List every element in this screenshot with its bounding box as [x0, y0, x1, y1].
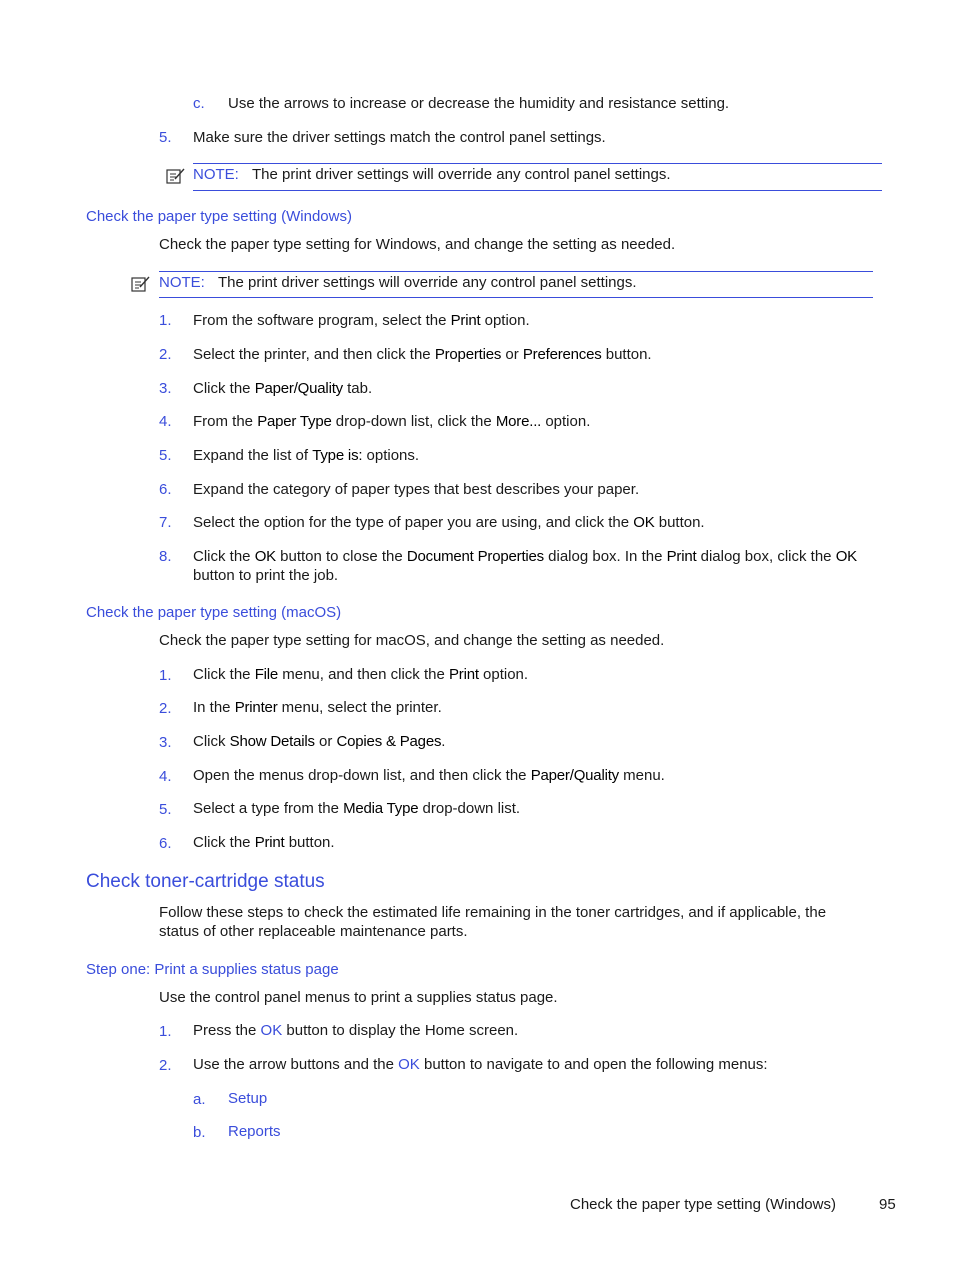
- step-text: Select the option for the type of paper you are using, and click the OK button.: [193, 514, 705, 531]
- step-text: Click the Print button.: [193, 834, 335, 851]
- ok-link[interactable]: OK: [398, 1056, 420, 1073]
- step-marker: 5.: [159, 801, 172, 818]
- step-text: Expand the category of paper types that best describes your paper.: [193, 481, 640, 498]
- step-text: Select a type from the Media Type drop-down list.: [193, 800, 521, 817]
- section-heading-toner: Check toner-cartridge status: [86, 871, 325, 892]
- section-intro: Check the paper type setting for Windows, and change the setting as needed.: [159, 236, 676, 253]
- step-text: In the Printer menu, select the printer.: [193, 699, 442, 716]
- step-text: Select the printer, and then click the Properties or Preferences button.: [193, 346, 652, 363]
- step-marker: 3.: [159, 734, 172, 751]
- note-rule-bottom: [159, 297, 873, 298]
- footer-section-title: Check the paper type setting (Windows): [570, 1196, 836, 1213]
- note-rule-top: [193, 163, 882, 164]
- step-text: Use the arrow buttons and the OK button to navigate to and open the following menus:: [193, 1056, 768, 1073]
- step-text: Click the Paper/Quality tab.: [193, 380, 373, 397]
- step-marker: 4.: [159, 413, 172, 430]
- substep-marker: a.: [193, 1091, 206, 1108]
- step-marker: c.: [193, 95, 205, 112]
- note-icon: [131, 275, 151, 293]
- page-number: 95: [879, 1196, 896, 1213]
- step-marker: 5.: [159, 129, 172, 146]
- step-text: Make sure the driver settings match the control panel settings.: [193, 129, 606, 146]
- section-heading-windows: Check the paper type setting (Windows): [86, 208, 352, 225]
- step-marker: 2.: [159, 346, 172, 363]
- subsection-heading: Step one: Print a supplies status page: [86, 961, 339, 978]
- step-marker: 1.: [159, 312, 172, 329]
- menu-link-reports[interactable]: Reports: [228, 1123, 281, 1140]
- section-intro: Check the paper type setting for macOS, and change the setting as needed.: [159, 632, 665, 649]
- step-marker: 4.: [159, 768, 172, 785]
- step-marker: 7.: [159, 514, 172, 531]
- step-marker: 1.: [159, 667, 172, 684]
- step-text: Open the menus drop-down list, and then click the Paper/Quality menu.: [193, 767, 665, 784]
- step-marker: 2.: [159, 1057, 172, 1074]
- note-text: The print driver settings will override any control panel settings.: [252, 166, 671, 183]
- step-marker: 5.: [159, 447, 172, 464]
- ok-link[interactable]: OK: [260, 1022, 283, 1039]
- step-marker: 8.: [159, 548, 172, 565]
- section-heading-macos: Check the paper type setting (macOS): [86, 604, 342, 621]
- step-text: Expand the list of Type is: options.: [193, 447, 420, 464]
- menu-link-setup[interactable]: Setup: [228, 1090, 268, 1107]
- substep-marker: b.: [193, 1124, 206, 1141]
- section-intro: Use the control panel menus to print a supplies status page.: [159, 989, 558, 1006]
- step-text: Click the File menu, and then click the Print option.: [193, 666, 529, 683]
- step-text: From the software program, select the Print option.: [193, 312, 530, 329]
- note-label: NOTE:: [193, 166, 239, 183]
- note-text: The print driver settings will override any control panel settings.: [218, 274, 637, 291]
- step-text: Click the OK button to close the Document Properties dialog box. In the Print dialog box, click the OK button to print the job.: [193, 548, 857, 584]
- note-label: NOTE:: [159, 274, 205, 291]
- note-rule-top: [159, 271, 873, 272]
- step-marker: 3.: [159, 380, 172, 397]
- step-marker: 1.: [159, 1023, 172, 1040]
- section-intro: Follow these steps to check the estimated life remaining in the toner cartridges, and if applicable, the status of other replaceable maintenance parts.: [159, 904, 827, 940]
- step-text: Use the arrows to increase or decrease the humidity and resistance setting.: [228, 95, 730, 112]
- step-marker: 2.: [159, 700, 172, 717]
- step-text: Press the OK button to display the Home screen.: [193, 1022, 519, 1039]
- note-icon: [166, 167, 186, 185]
- note-rule-bottom: [193, 190, 882, 191]
- step-marker: 6.: [159, 835, 172, 852]
- step-text: Click Show Details or Copies & Pages.: [193, 733, 446, 750]
- step-text: From the Paper Type drop-down list, click the More... option.: [193, 413, 591, 430]
- step-marker: 6.: [159, 481, 172, 498]
